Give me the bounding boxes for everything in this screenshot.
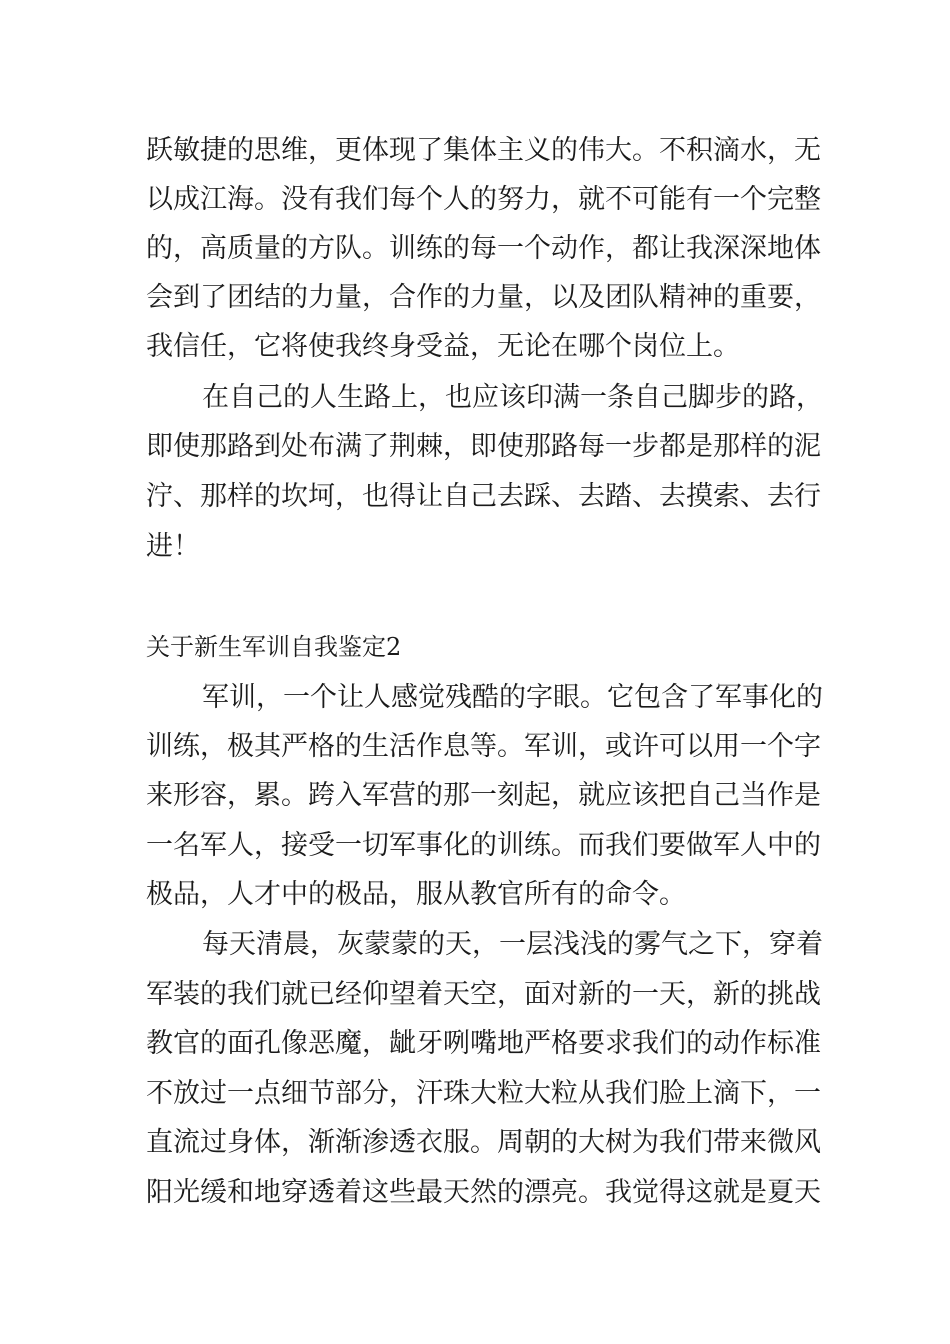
paragraph-line: 军装的我们就已经仰望着天空，面对新的一天，新的挑战 bbox=[146, 979, 821, 1010]
paragraph-line: 在自己的人生路上，也应该印满一条自己脚步的路， bbox=[202, 382, 823, 413]
paragraph-line: 每天清晨，灰蒙蒙的天，一层浅浅的雾气之下，穿着 bbox=[202, 929, 823, 960]
paragraph-line: 的，高质量的方队。训练的每一个动作，都让我深深地体 bbox=[146, 233, 821, 264]
paragraph-line: 极品，人才中的极品，服从教官所有的命令。 bbox=[146, 879, 686, 910]
paragraph-line: 跃敏捷的思维，更体现了集体主义的伟大。不积滴水，无 bbox=[146, 135, 821, 166]
paragraph-line: 不放过一点细节部分，汗珠大粒大粒从我们脸上滴下，一 bbox=[146, 1078, 821, 1109]
paragraph-line: 一名军人，接受一切军事化的训练。而我们要做军人中的 bbox=[146, 830, 821, 861]
paragraph-line: 以成江海。没有我们每个人的努力，就不可能有一个完整 bbox=[146, 184, 821, 215]
paragraph-line: 会到了团结的力量，合作的力量，以及团队精神的重要， bbox=[146, 282, 821, 313]
paragraph-line: 我信任，它将使我终身受益，无论在哪个岗位上。 bbox=[146, 331, 740, 362]
paragraph-line: 进！ bbox=[146, 531, 200, 562]
paragraph-line: 即使那路到处布满了荆棘，即使那路每一步都是那样的泥 bbox=[146, 431, 821, 462]
paragraph-line: 军训，一个让人感觉残酷的字眼。它包含了军事化的 bbox=[202, 682, 823, 713]
paragraph-line: 阳光缓和地穿透着这些最天然的漂亮。我觉得这就是夏天 bbox=[146, 1177, 821, 1208]
paragraph-line: 直流过身体，渐渐渗透衣服。周朝的大树为我们带来微风 bbox=[146, 1127, 821, 1158]
paragraph-line: 训练，极其严格的生活作息等。军训，或许可以用一个字 bbox=[146, 731, 821, 762]
paragraph-line: 泞、那样的坎坷，也得让自己去踩、去踏、去摸索、去行 bbox=[146, 481, 821, 512]
paragraph-line: 教官的面孔像恶魔，龇牙咧嘴地严格要求我们的动作标准 bbox=[146, 1028, 821, 1059]
paragraph-line: 来形容，累。跨入军营的那一刻起，就应该把自己当作是 bbox=[146, 780, 821, 811]
section-heading: 关于新生军训自我鉴定2 bbox=[146, 633, 402, 661]
